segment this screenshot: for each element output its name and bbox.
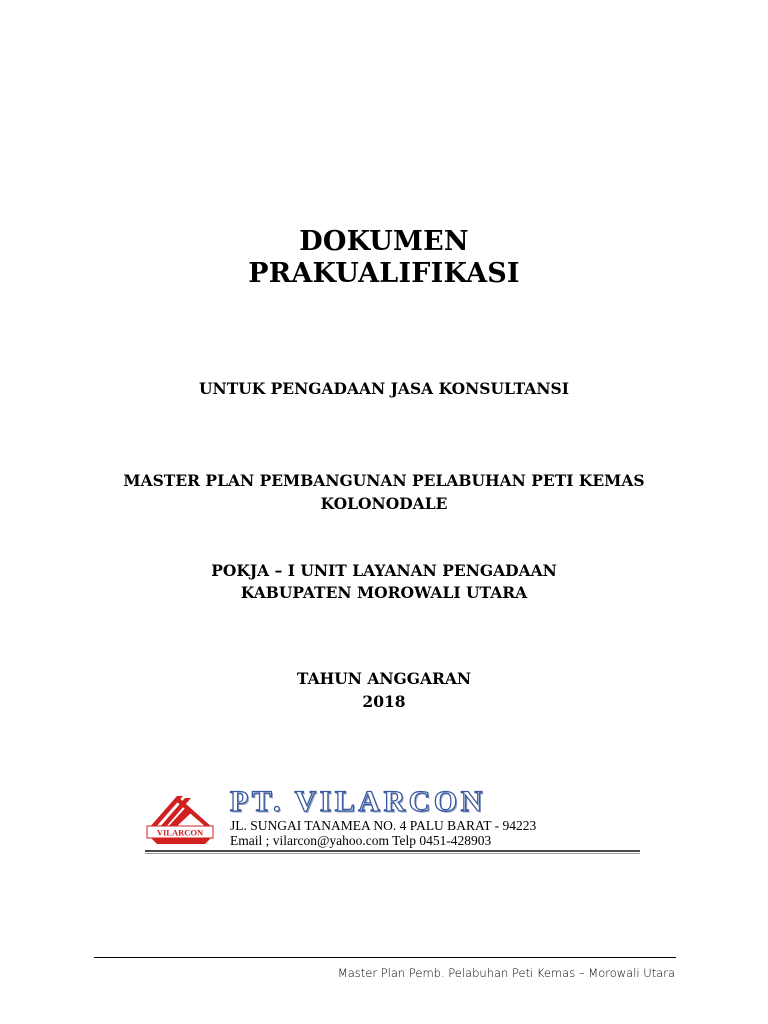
document-subtitle: UNTUK PENGADAAN JASA KONSULTANSI bbox=[199, 379, 569, 398]
document-title-line2: PRAKUALIFIKASI bbox=[248, 258, 520, 289]
company-contact: Email ; vilarcon@yahoo.com Telp 0451-428903 bbox=[230, 833, 492, 848]
logo-text: VILARCON bbox=[156, 827, 204, 838]
agency-line1: POKJA – I UNIT LAYANAN PENGADAAN bbox=[211, 561, 557, 580]
company-name: PT. VILARCON bbox=[230, 785, 486, 818]
footer-rule bbox=[94, 957, 676, 958]
letterhead-divider bbox=[145, 850, 640, 852]
vilarcon-logo-icon bbox=[145, 790, 217, 848]
project-name-line2: KOLONODALE bbox=[320, 494, 448, 513]
footer-text: Master Plan Pemb. Pelabuhan Peti Kemas – Morowali Utara bbox=[337, 966, 675, 980]
company-address: JL. SUNGAI TANAMEA NO. 4 PALU BARAT - 94223 bbox=[230, 818, 537, 833]
fiscal-year-label: TAHUN ANGGARAN bbox=[296, 669, 472, 688]
letterhead-divider-thin bbox=[145, 853, 640, 854]
fiscal-year-value: 2018 bbox=[362, 692, 406, 711]
document-title-line1: DOKUMEN bbox=[299, 226, 469, 257]
agency-line2: KABUPATEN MOROWALI UTARA bbox=[240, 583, 528, 602]
project-name-line1: MASTER PLAN PEMBANGUNAN PELABUHAN PETI KEMAS bbox=[123, 471, 645, 490]
